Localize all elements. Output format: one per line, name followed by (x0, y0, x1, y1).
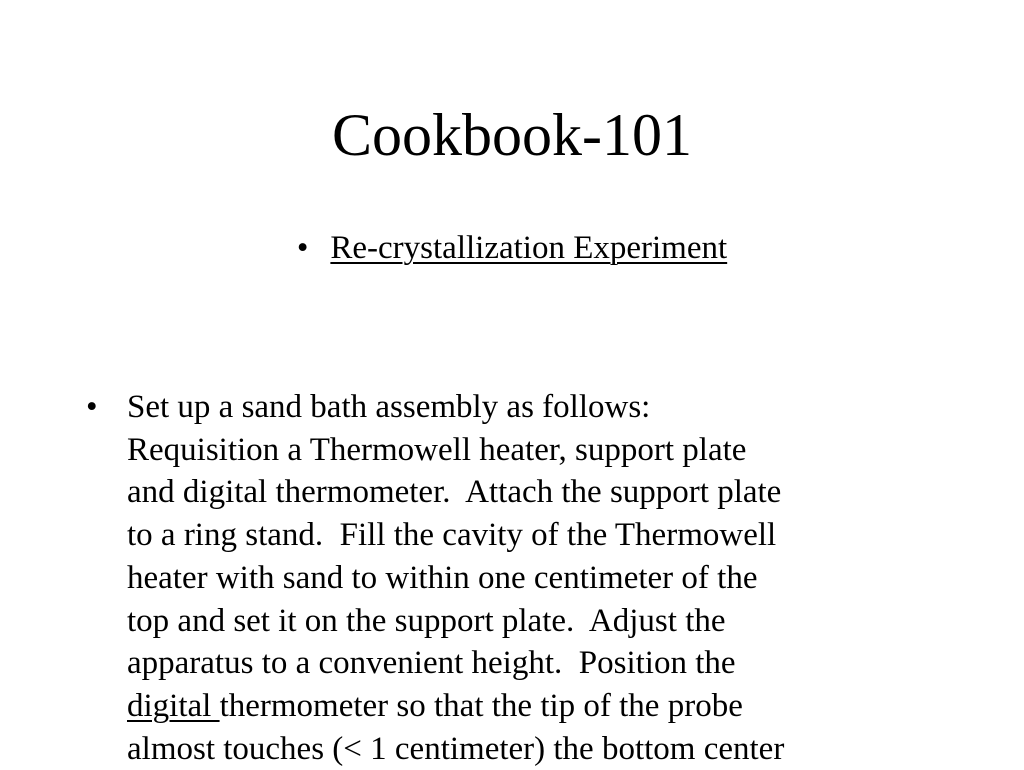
paragraph-line: apparatus to a convenient height. Position the (127, 645, 736, 682)
bullet-icon: • (296, 230, 309, 266)
body-paragraph (127, 386, 939, 770)
paragraph-line: almost touches (< 1 centimeter) the bottom center (127, 730, 785, 767)
paragraph-line: and digital thermometer. Attach the support plate (127, 474, 782, 511)
paragraph-line: Set up a sand bath assembly as follows: (127, 389, 651, 425)
slide-title: Cookbook-101 (332, 102, 692, 168)
paragraph-line: Requisition a Thermowell heater, support plate (127, 431, 747, 468)
line-text: thermometer so that the tip of the probe (219, 687, 743, 724)
bullet-icon: • (86, 389, 98, 425)
underlined-word: digital (127, 687, 220, 724)
subtitle-bullet-item (0, 226, 1024, 270)
subtitle-link[interactable]: Re-crystallization Experiment (330, 230, 728, 266)
paragraph-line: to a ring stand. Fill the cavity of the Thermowell (127, 517, 777, 554)
paragraph-line: top and set it on the support plate. Adjust the (127, 602, 726, 639)
paragraph-line: heater with sand to within one centimeter of the (127, 559, 758, 596)
paragraph-line (127, 685, 939, 728)
